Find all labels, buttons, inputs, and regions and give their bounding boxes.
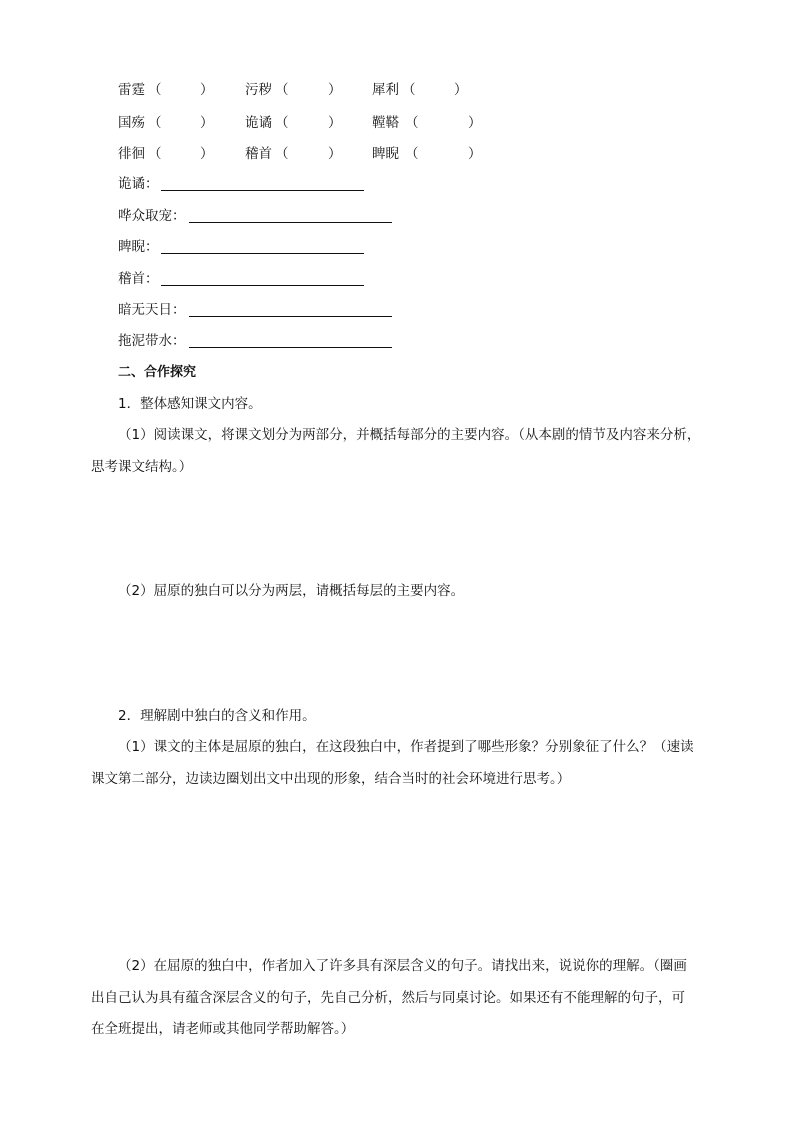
vocab-paren-open: （	[402, 82, 416, 98]
vocab-item	[118, 115, 214, 131]
vocab-paren-close: ）	[328, 146, 342, 162]
vocab-word: 雷霆	[118, 82, 145, 98]
answer-blank[interactable]	[189, 222, 392, 223]
answer-area[interactable]	[91, 490, 703, 570]
vocab-word: 鞺鞳	[372, 115, 399, 131]
vocab-paren-close: ）	[328, 115, 342, 131]
vocab-paren-close: ）	[200, 115, 214, 131]
vocab-item	[118, 82, 214, 98]
section-heading: 二、合作探究	[118, 365, 197, 380]
vocab-item	[245, 115, 342, 131]
vocab-item	[245, 82, 342, 98]
vocab-paren-close: ）	[328, 82, 342, 98]
vocab-word: 污秽	[245, 82, 272, 98]
question-title: 1．整体感知课文内容。	[118, 396, 262, 412]
question-text: 在全班提出，请老师或其他同学帮助解答。）	[91, 1021, 355, 1037]
question-text: 课文第二部分，边读边圈划出文中出现的形象，结合当时的社会环境进行思考。）	[91, 771, 571, 787]
answer-blank[interactable]	[161, 253, 364, 254]
question-text: （1）课文的主体是屈原的独白，在这段独白中，作者提到了哪些形象？分别象征了什么？（速读	[118, 739, 694, 755]
definition-label: 拖泥带水：	[118, 333, 186, 349]
vocab-item	[372, 146, 482, 162]
question-text: （2）屈原的独白可以分为两层，请概括每层的主要内容。	[118, 583, 465, 599]
question-text: 思考课文结构。）	[91, 459, 193, 475]
vocab-paren-close: ）	[200, 82, 214, 98]
vocab-item	[245, 146, 342, 162]
vocab-paren-open: （	[148, 115, 162, 131]
vocab-paren-open: （	[405, 146, 419, 162]
vocab-item	[118, 146, 214, 162]
answer-blank[interactable]	[161, 190, 364, 191]
definition-label: 哗众取宠：	[118, 208, 186, 224]
answer-blank[interactable]	[189, 347, 392, 348]
vocab-word: 国殇	[118, 115, 145, 131]
vocab-paren-open: （	[148, 82, 162, 98]
vocab-item	[372, 82, 468, 98]
answer-area[interactable]	[91, 800, 703, 945]
vocab-paren-open: （	[148, 146, 162, 162]
definition-label: 睥睨：	[118, 239, 159, 255]
question-text: （1）阅读课文，将课文划分为两部分，并概括每部分的主要内容。（从本剧的情节及内容来分析，	[118, 427, 701, 443]
vocab-word: 睥睨	[372, 146, 399, 162]
vocab-paren-close: ）	[468, 115, 482, 131]
vocab-word: 稽首	[245, 146, 272, 162]
vocab-paren-close: ）	[468, 146, 482, 162]
vocab-word: 诡谲	[245, 115, 272, 131]
answer-blank[interactable]	[189, 316, 392, 317]
question-text: （2）在屈原的独白中，作者加入了许多具有深层含义的句子。请找出来，说说你的理解。（圈画	[118, 958, 687, 974]
vocab-paren-close: ）	[454, 82, 468, 98]
definition-label: 诡谲：	[118, 176, 159, 192]
question-title: 2．理解剧中独白的含义和作用。	[118, 708, 316, 724]
question-text: 出自己认为具有蕴含深层含义的句子，先自己分析，然后与同桌讨论。如果还有不能理解的句子，可	[91, 990, 685, 1006]
vocab-paren-open: （	[275, 115, 289, 131]
definition-label: 暗无天日：	[118, 302, 186, 318]
definition-label: 稽首：	[118, 271, 159, 287]
vocab-paren-open: （	[405, 115, 419, 131]
vocab-word: 犀利	[372, 82, 399, 98]
vocab-paren-close: ）	[200, 146, 214, 162]
vocab-item	[372, 115, 482, 131]
vocab-paren-open: （	[275, 82, 289, 98]
answer-area[interactable]	[91, 612, 703, 702]
vocab-paren-open: （	[275, 146, 289, 162]
vocab-word: 徘徊	[118, 146, 145, 162]
answer-blank[interactable]	[161, 285, 364, 286]
